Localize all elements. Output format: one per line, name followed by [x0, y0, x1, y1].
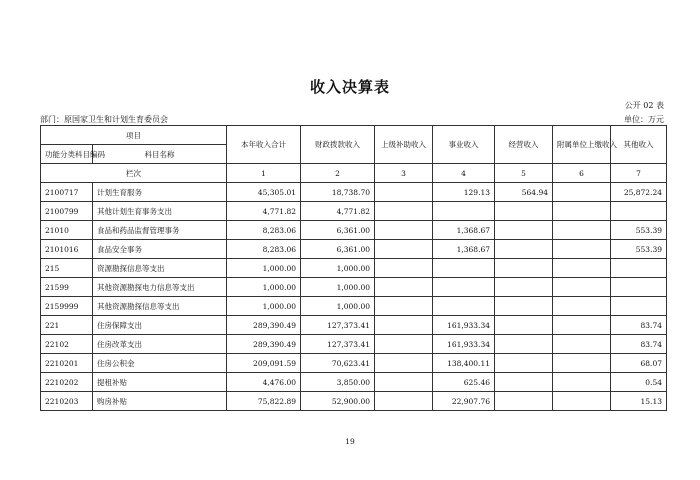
cell-affiliated	[553, 221, 611, 240]
cell-other	[611, 259, 667, 278]
table-row	[41, 183, 667, 202]
cell-superior	[375, 259, 433, 278]
cell-superior	[375, 278, 433, 297]
header-affiliated: 附属单位上缴收入	[553, 126, 611, 164]
header-total: 本年收入合计	[227, 126, 301, 164]
cell-total: 289,390.49	[227, 316, 301, 335]
cell-code: 2100717	[41, 183, 93, 202]
cell-superior	[375, 240, 433, 259]
cell-affiliated	[553, 335, 611, 354]
table-row	[41, 202, 667, 221]
cell-other	[611, 202, 667, 221]
col-number: 3	[375, 164, 433, 183]
header-superior: 上级补助收入	[375, 126, 433, 164]
cell-business: 625.46	[433, 373, 495, 392]
cell-fiscal: 127,373.41	[301, 316, 375, 335]
cell-superior	[375, 373, 433, 392]
cell-total: 4,771.82	[227, 202, 301, 221]
cell-code: 2210201	[41, 354, 93, 373]
cell-operating	[495, 316, 553, 335]
cell-code: 215	[41, 259, 93, 278]
table-row	[41, 221, 667, 240]
cell-name: 食品和药品监督管理事务	[93, 221, 227, 240]
header-lanci: 栏次	[41, 164, 227, 183]
cell-other: 25,872.24	[611, 183, 667, 202]
table-row	[41, 392, 667, 411]
cell-name: 计划生育服务	[93, 183, 227, 202]
col-number: 1	[227, 164, 301, 183]
cell-total: 1,000.00	[227, 259, 301, 278]
cell-code: 2210203	[41, 392, 93, 411]
cell-affiliated	[553, 240, 611, 259]
header-name: 科目名称	[93, 145, 227, 164]
cell-operating	[495, 278, 553, 297]
cell-name: 住房保障支出	[93, 316, 227, 335]
cell-operating	[495, 240, 553, 259]
header-code: 功能分类科目编码	[41, 145, 93, 164]
cell-operating	[495, 335, 553, 354]
cell-business: 129.13	[433, 183, 495, 202]
table-row	[41, 240, 667, 259]
cell-superior	[375, 202, 433, 221]
cell-operating	[495, 297, 553, 316]
header-fiscal: 财政拨款收入	[301, 126, 375, 164]
cell-superior	[375, 221, 433, 240]
report-title: 收入决算表	[309, 78, 390, 96]
header-operating: 经营收入	[495, 126, 553, 164]
cell-total: 289,390.49	[227, 335, 301, 354]
cell-affiliated	[553, 183, 611, 202]
cell-other: 553.39	[611, 221, 667, 240]
cell-fiscal: 1,000.00	[301, 278, 375, 297]
cell-operating	[495, 259, 553, 278]
table-row	[41, 259, 667, 278]
cell-affiliated	[553, 278, 611, 297]
cell-other: 83.74	[611, 335, 667, 354]
cell-fiscal: 1,000.00	[301, 259, 375, 278]
col-number: 5	[495, 164, 553, 183]
cell-business	[433, 202, 495, 221]
cell-affiliated	[553, 202, 611, 221]
income-table	[40, 125, 667, 411]
cell-other: 15.13	[611, 392, 667, 411]
cell-superior	[375, 354, 433, 373]
cell-affiliated	[553, 259, 611, 278]
cell-fiscal: 52,900.00	[301, 392, 375, 411]
cell-business: 22,907.76	[433, 392, 495, 411]
col-number: 6	[553, 164, 611, 183]
cell-code: 221	[41, 316, 93, 335]
cell-code: 21599	[41, 278, 93, 297]
cell-other: 83.74	[611, 316, 667, 335]
cell-name: 住房改革支出	[93, 335, 227, 354]
cell-code: 21010	[41, 221, 93, 240]
cell-business: 1,368.67	[433, 240, 495, 259]
cell-name: 提租补贴	[93, 373, 227, 392]
cell-fiscal: 4,771.82	[301, 202, 375, 221]
cell-fiscal: 6,361.00	[301, 240, 375, 259]
cell-code: 22102	[41, 335, 93, 354]
cell-fiscal: 127,373.41	[301, 335, 375, 354]
cell-code: 2100799	[41, 202, 93, 221]
cell-total: 45,305.01	[227, 183, 301, 202]
cell-name: 其他计划生育事务支出	[93, 202, 227, 221]
cell-superior	[375, 392, 433, 411]
cell-fiscal: 70,623.41	[301, 354, 375, 373]
cell-total: 4,476.00	[227, 373, 301, 392]
table-body	[41, 183, 667, 411]
cell-affiliated	[553, 354, 611, 373]
cell-business: 161,933.34	[433, 335, 495, 354]
cell-name: 食品安全事务	[93, 240, 227, 259]
cell-operating	[495, 354, 553, 373]
cell-business	[433, 278, 495, 297]
cell-other	[611, 278, 667, 297]
cell-superior	[375, 297, 433, 316]
cell-total: 75,822.89	[227, 392, 301, 411]
table-row	[41, 373, 667, 392]
cell-fiscal: 6,361.00	[301, 221, 375, 240]
cell-name: 住房公积金	[93, 354, 227, 373]
cell-other	[611, 297, 667, 316]
cell-fiscal: 1,000.00	[301, 297, 375, 316]
cell-code: 2159999	[41, 297, 93, 316]
cell-fiscal: 3,850.00	[301, 373, 375, 392]
table-row	[41, 278, 667, 297]
table-row	[41, 316, 667, 335]
cell-business	[433, 297, 495, 316]
page-number: 19	[345, 437, 355, 446]
cell-other: 553.39	[611, 240, 667, 259]
cell-name: 其他资源勘探信息等支出	[93, 297, 227, 316]
cell-name: 资源勘探信息等支出	[93, 259, 227, 278]
cell-superior	[375, 183, 433, 202]
cell-business	[433, 259, 495, 278]
cell-total: 1,000.00	[227, 297, 301, 316]
cell-total: 8,283.06	[227, 240, 301, 259]
table-row	[41, 297, 667, 316]
form-number: 公开 02 表	[624, 101, 664, 110]
cell-total: 8,283.06	[227, 221, 301, 240]
cell-affiliated	[553, 297, 611, 316]
cell-business: 138,400.11	[433, 354, 495, 373]
cell-code: 2101016	[41, 240, 93, 259]
header-other: 其他收入	[611, 126, 667, 164]
cell-other: 0.54	[611, 373, 667, 392]
cell-affiliated	[553, 373, 611, 392]
cell-operating	[495, 202, 553, 221]
table-row	[41, 335, 667, 354]
cell-operating	[495, 221, 553, 240]
table-row	[41, 354, 667, 373]
cell-superior	[375, 316, 433, 335]
cell-operating	[495, 373, 553, 392]
header-project: 项目	[41, 126, 227, 145]
cell-affiliated	[553, 316, 611, 335]
col-number: 2	[301, 164, 375, 183]
cell-name: 其他资源勘探电力信息等支出	[93, 278, 227, 297]
cell-superior	[375, 335, 433, 354]
cell-affiliated	[553, 392, 611, 411]
header-business: 事业收入	[433, 126, 495, 164]
cell-total: 209,091.59	[227, 354, 301, 373]
cell-name: 购房补贴	[93, 392, 227, 411]
cell-other: 68.07	[611, 354, 667, 373]
cell-operating	[495, 392, 553, 411]
cell-code: 2210202	[41, 373, 93, 392]
cell-operating: 564.94	[495, 183, 553, 202]
cell-fiscal: 18,738.70	[301, 183, 375, 202]
unit-label: 单位：万元	[624, 115, 664, 124]
col-number: 7	[611, 164, 667, 183]
cell-business: 1,368.67	[433, 221, 495, 240]
cell-total: 1,000.00	[227, 278, 301, 297]
cell-business: 161,933.34	[433, 316, 495, 335]
col-number: 4	[433, 164, 495, 183]
department-label: 部门：原国家卫生和计划生育委员会	[40, 115, 168, 124]
